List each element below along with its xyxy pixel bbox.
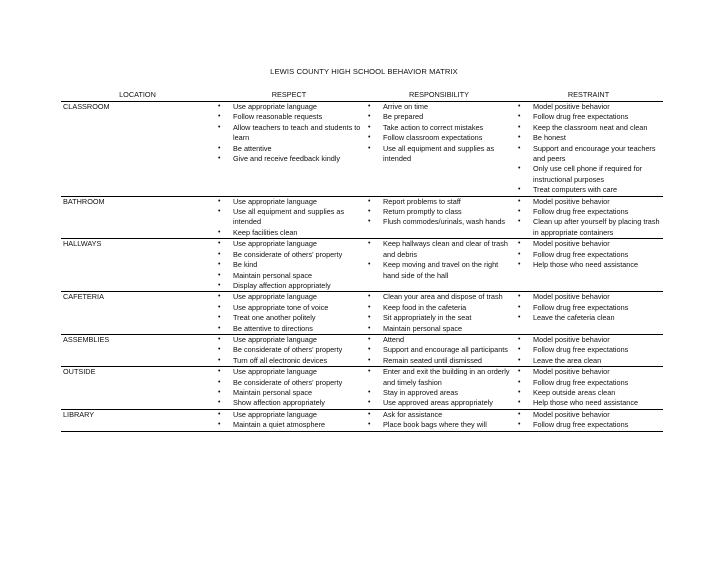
restraint-cell	[514, 102, 663, 197]
responsibility-cell	[364, 409, 514, 431]
list-item: • Be attentive	[214, 144, 364, 154]
respect-list	[214, 102, 364, 164]
list-item: • Use all equipment and supplies as intended	[364, 144, 514, 165]
list-item: • Use appropriate tone of voice	[214, 303, 364, 313]
responsibility-cell	[364, 292, 514, 335]
list-item: • Model positive behavior	[514, 410, 663, 420]
behavior-matrix-table	[61, 90, 663, 432]
respect-cell	[214, 409, 364, 431]
list-item: • Follow classroom expectations	[364, 133, 514, 143]
responsibility-list	[364, 410, 514, 431]
respect-cell	[214, 367, 364, 410]
list-item: • Be kind	[214, 260, 364, 270]
list-item: • Keep facilities clean	[214, 228, 364, 238]
responsibility-list	[364, 102, 514, 164]
list-item: • Follow drug free expectations	[514, 112, 663, 122]
header-respect: RESPECT	[214, 90, 364, 102]
list-item: • Maintain a quiet atmosphere	[214, 420, 364, 430]
list-item: • Keep outside areas clean	[514, 388, 663, 398]
table-row	[61, 367, 663, 410]
list-item: • Treat computers with care	[514, 185, 663, 195]
responsibility-list	[364, 197, 514, 228]
restraint-list	[514, 367, 663, 409]
restraint-cell	[514, 239, 663, 292]
list-item: • Show affection appropriately	[214, 398, 364, 408]
header-restraint: RESTRAINT	[514, 90, 663, 102]
list-item: • Follow drug free expectations	[514, 420, 663, 430]
list-item: • Maintain personal space	[364, 324, 514, 334]
list-item: • Model positive behavior	[514, 239, 663, 249]
responsibility-list	[364, 367, 514, 409]
location-cell: ASSEMBLIES	[61, 334, 214, 366]
list-item: • Display affection appropriately	[214, 281, 364, 291]
list-item: • Follow drug free expectations	[514, 250, 663, 260]
respect-list	[214, 335, 364, 366]
list-item: • Model positive behavior	[514, 197, 663, 207]
list-item: • Return promptly to class	[364, 207, 514, 217]
list-item: • Follow reasonable requests	[214, 112, 364, 122]
location-cell: CLASSROOM	[61, 102, 214, 197]
list-item: • Use appropriate language	[214, 292, 364, 302]
list-item: • Use appropriate language	[214, 102, 364, 112]
list-item: • Attend	[364, 335, 514, 345]
list-item: • Enter and exit the building in an orderly and timely fashion	[364, 367, 514, 388]
list-item: • Remain seated until dismissed	[364, 356, 514, 366]
responsibility-list	[364, 292, 514, 334]
responsibility-cell	[364, 239, 514, 292]
table-row	[61, 196, 663, 239]
table-row	[61, 102, 663, 197]
list-item: • Follow drug free expectations	[514, 303, 663, 313]
list-item: • Stay in approved areas	[364, 388, 514, 398]
location-cell: OUTSIDE	[61, 367, 214, 410]
page-title: LEWIS COUNTY HIGH SCHOOL BEHAVIOR MATRIX	[270, 67, 458, 76]
list-item: • Turn off all electronic devices	[214, 356, 364, 366]
list-item: • Maintain personal space	[214, 271, 364, 281]
respect-list	[214, 292, 364, 334]
location-cell: BATHROOM	[61, 196, 214, 239]
list-item: • Clean up after yourself by placing trash in appropriate containers	[514, 217, 663, 238]
list-item: • Leave the area clean	[514, 356, 663, 366]
list-item: • Model positive behavior	[514, 367, 663, 377]
list-item: • Follow drug free expectations	[514, 345, 663, 355]
respect-cell	[214, 239, 364, 292]
list-item: • Sit appropriately in the seat	[364, 313, 514, 323]
list-item: • Keep hallways clean and clear of trash and debris	[364, 239, 514, 260]
list-item: • Only use cell phone if required for instructional purposes	[514, 164, 663, 185]
list-item: • Use appropriate language	[214, 410, 364, 420]
header-responsibility: RESPONSIBILITY	[364, 90, 514, 102]
list-item: • Be considerate of others' property	[214, 345, 364, 355]
list-item: • Model positive behavior	[514, 335, 663, 345]
restraint-cell	[514, 409, 663, 431]
list-item: • Keep food in the cafeteria	[364, 303, 514, 313]
restraint-cell	[514, 367, 663, 410]
list-item: • Use approved areas appropriately	[364, 398, 514, 408]
list-item: • Model positive behavior	[514, 292, 663, 302]
list-item: • Use appropriate language	[214, 239, 364, 249]
list-item: • Ask for assistance	[364, 410, 514, 420]
list-item: • Follow drug free expectations	[514, 207, 663, 217]
table-row	[61, 409, 663, 431]
list-item: • Be considerate of others' property	[214, 378, 364, 388]
list-item: • Keep the classroom neat and clean	[514, 123, 663, 133]
list-item: • Support and encourage all participants	[364, 345, 514, 355]
restraint-list	[514, 292, 663, 323]
responsibility-cell	[364, 367, 514, 410]
table-row	[61, 292, 663, 335]
restraint-list	[514, 197, 663, 239]
respect-list	[214, 239, 364, 291]
table-row	[61, 239, 663, 292]
list-item: • Arrive on time	[364, 102, 514, 112]
list-item: • Flush commodes/urinals, wash hands	[364, 217, 514, 227]
list-item: • Place book bags where they will	[364, 420, 514, 430]
respect-list	[214, 410, 364, 431]
respect-cell	[214, 292, 364, 335]
list-item: • Be considerate of others' property	[214, 250, 364, 260]
location-cell: HALLWAYS	[61, 239, 214, 292]
respect-cell	[214, 102, 364, 197]
list-item: • Support and encourage your teachers and peers	[514, 144, 663, 165]
list-item: • Be prepared	[364, 112, 514, 122]
restraint-list	[514, 239, 663, 270]
table-row	[61, 334, 663, 366]
list-item: • Report problems to staff	[364, 197, 514, 207]
respect-cell	[214, 196, 364, 239]
respect-cell	[214, 334, 364, 366]
list-item: • Take action to correct mistakes	[364, 123, 514, 133]
list-item: • Be honest	[514, 133, 663, 143]
restraint-list	[514, 335, 663, 366]
list-item: • Clean your area and dispose of trash	[364, 292, 514, 302]
list-item: • Be attentive to directions	[214, 324, 364, 334]
list-item: • Help those who need assistance	[514, 260, 663, 270]
list-item: • Model positive behavior	[514, 102, 663, 112]
responsibility-list	[364, 239, 514, 281]
restraint-cell	[514, 334, 663, 366]
list-item: • Give and receive feedback kindly	[214, 154, 364, 164]
header-row	[61, 90, 663, 102]
list-item: • Use appropriate language	[214, 197, 364, 207]
list-item: • Keep moving and travel on the right hand side of the hall	[364, 260, 514, 281]
restraint-cell	[514, 292, 663, 335]
responsibility-cell	[364, 334, 514, 366]
restraint-list	[514, 102, 663, 196]
responsibility-cell	[364, 102, 514, 197]
list-item: • Help those who need assistance	[514, 398, 663, 408]
responsibility-cell	[364, 196, 514, 239]
list-item: • Use appropriate language	[214, 335, 364, 345]
respect-list	[214, 197, 364, 239]
location-cell: CAFETERIA	[61, 292, 214, 335]
matrix-body	[61, 102, 663, 432]
location-cell: LIBRARY	[61, 409, 214, 431]
respect-list	[214, 367, 364, 409]
restraint-list	[514, 410, 663, 431]
list-item: • Maintain personal space	[214, 388, 364, 398]
list-item: • Use appropriate language	[214, 367, 364, 377]
list-item: • Treat one another politely	[214, 313, 364, 323]
list-item: • Leave the cafeteria clean	[514, 313, 663, 323]
list-item: • Follow drug free expectations	[514, 378, 663, 388]
restraint-cell	[514, 196, 663, 239]
header-location: LOCATION	[61, 90, 214, 102]
list-item: • Allow teachers to teach and students to learn	[214, 123, 364, 144]
responsibility-list	[364, 335, 514, 366]
list-item: • Use all equipment and supplies as intended	[214, 207, 364, 228]
